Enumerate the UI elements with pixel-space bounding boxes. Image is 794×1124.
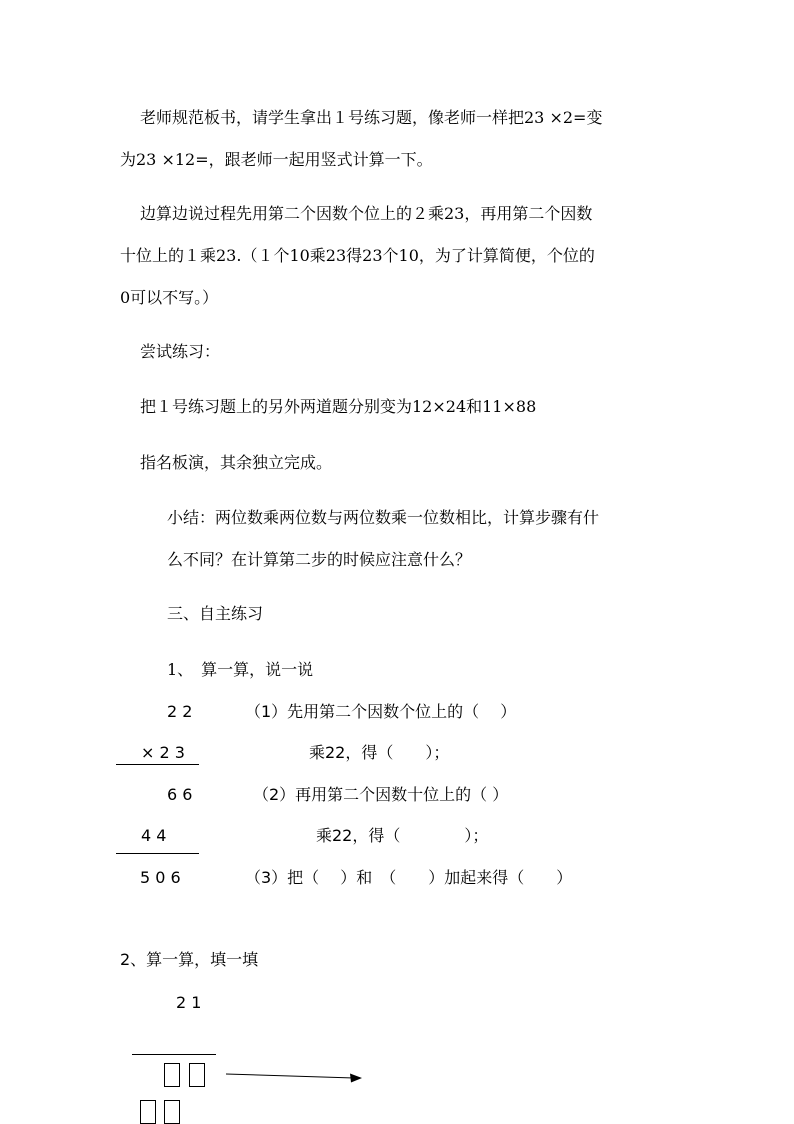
calc-rule bbox=[116, 764, 199, 765]
step-2-answer: 乘22，得（ ）； bbox=[316, 826, 489, 845]
summary-line: 小结：两位数乘两位数与两位数乘一位数相比，计算步骤有什 bbox=[167, 508, 600, 527]
answer-box[interactable] bbox=[189, 1063, 205, 1087]
step-2-text: （2）再用第二个因数十位上的（ ） bbox=[253, 785, 509, 804]
paragraph-line: 老师规范板书，请学生拿出１号练习题，像老师一样把23 ×2=变 bbox=[140, 108, 603, 127]
multiplicand: 2 2 bbox=[167, 702, 193, 721]
summary-line: 么不同？在计算第二步的时候应注意什么？ bbox=[167, 550, 472, 569]
calc-rule bbox=[132, 1054, 216, 1055]
step-1-text: （1）先用第二个因数个位上的（ ） bbox=[245, 702, 517, 721]
section-heading: 三、自主练习 bbox=[167, 604, 264, 623]
exercise-title: 1、 算一算，说一说 bbox=[167, 660, 314, 679]
multiplier: × 2 3 bbox=[141, 743, 185, 762]
answer-box[interactable] bbox=[140, 1100, 156, 1124]
arrow-right-icon bbox=[226, 1070, 366, 1084]
paragraph-line: 边算边说过程先用第二个因数个位上的２乘23，再用第二个因数 bbox=[140, 204, 593, 223]
step-3-text: （3）把（ ）和 （ ）加起来得（ ） bbox=[245, 868, 573, 887]
top-number: 2 1 bbox=[176, 993, 202, 1012]
paragraph-line: 尝试练习： bbox=[140, 342, 221, 361]
answer-box[interactable] bbox=[164, 1063, 180, 1087]
paragraph-line: 为23 ×12=，跟老师一起用竖式计算一下。 bbox=[120, 150, 433, 169]
answer-box[interactable] bbox=[164, 1100, 180, 1124]
product: 5 0 6 bbox=[140, 868, 181, 887]
partial-product-tens: 4 4 bbox=[141, 826, 167, 845]
exercise-title: 2、算一算，填一填 bbox=[120, 950, 259, 969]
step-1-answer: 乘22，得（ ）； bbox=[309, 743, 450, 762]
partial-product-ones: 6 6 bbox=[167, 785, 193, 804]
paragraph-line: 指名板演，其余独立完成。 bbox=[140, 453, 333, 472]
paragraph-line: 十位上的１乘23.（１个10乘23得23个10，为了计算简便，个位的 bbox=[120, 246, 595, 265]
paragraph-line: 0可以不写。） bbox=[120, 288, 219, 307]
paragraph-line: 把１号练习题上的另外两道题分别变为12×24和11×88 bbox=[140, 397, 537, 416]
calc-rule bbox=[116, 853, 199, 854]
